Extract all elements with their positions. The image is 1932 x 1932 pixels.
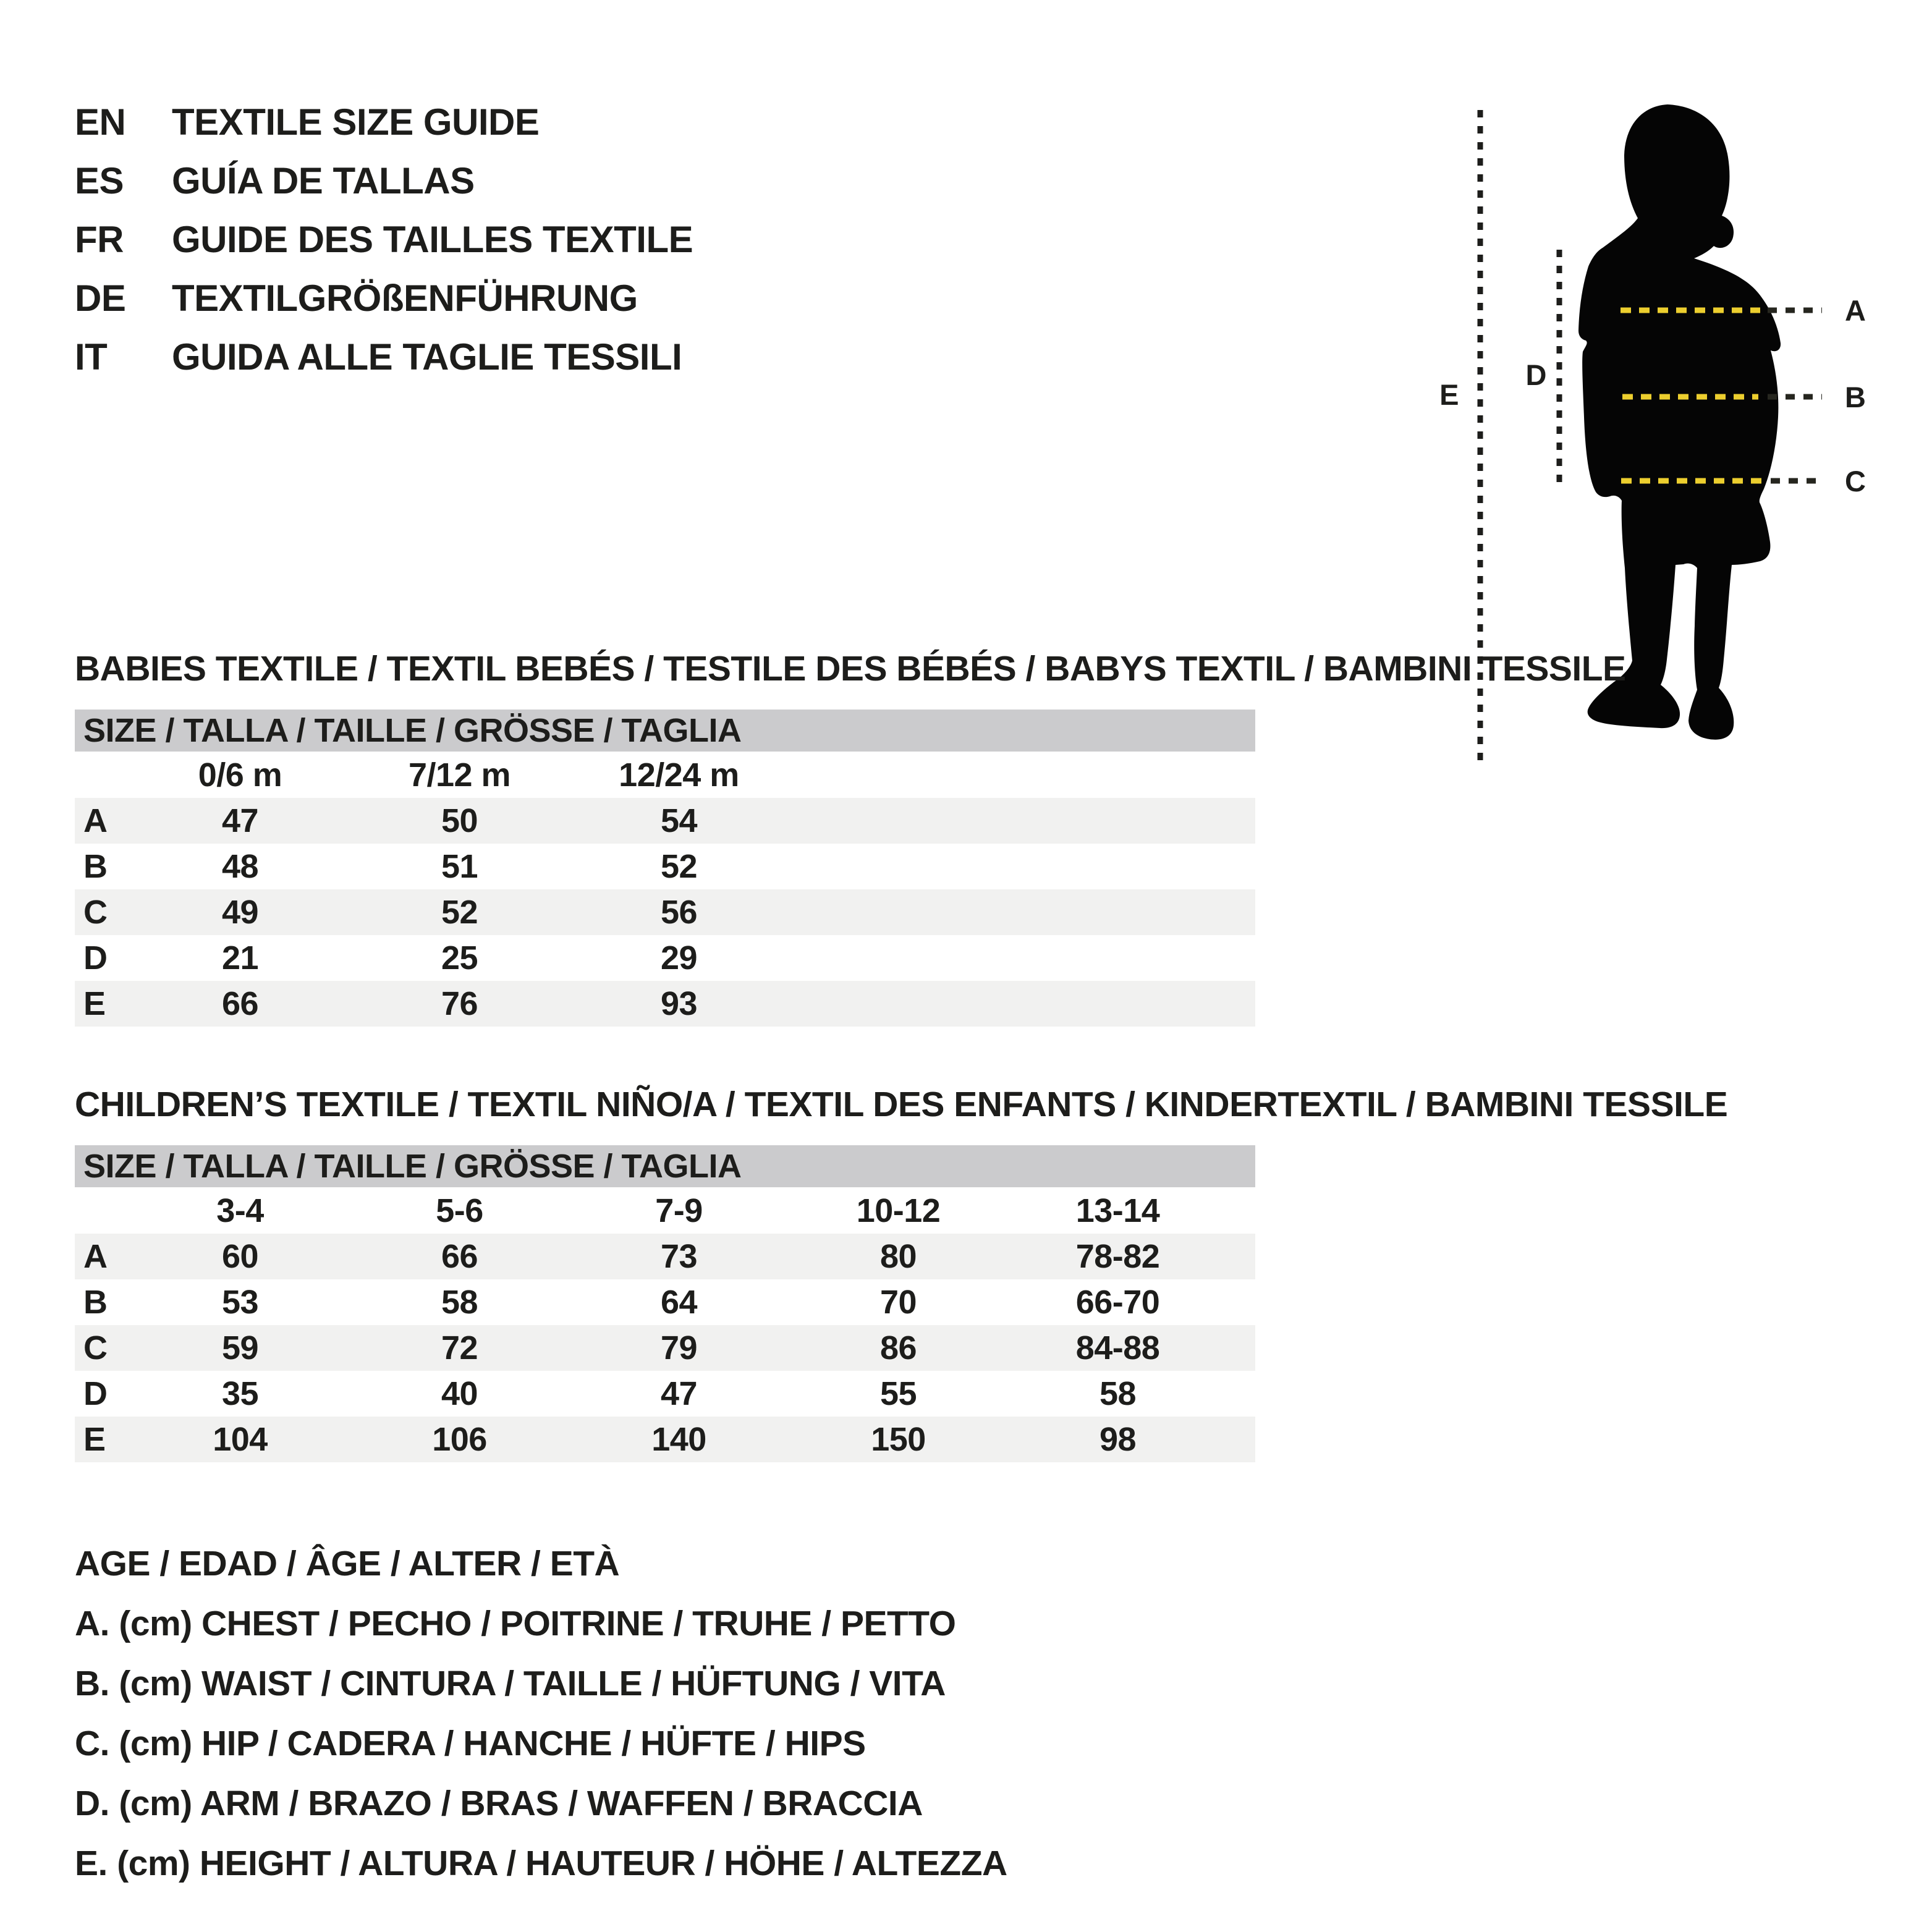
lang-row-es xyxy=(75,151,693,210)
lang-row-fr xyxy=(75,210,693,269)
language-title-list xyxy=(75,93,693,386)
table-row-d xyxy=(75,1371,1255,1417)
babies-heading: BABIES TEXTILE / TEXTIL BEBÉS / TESTILE DES BÉBÉS / BABYS TEXTIL / BAMBINI TESSILE xyxy=(75,649,1626,688)
lang-code-fr: FR xyxy=(75,219,124,260)
cell-value: 53 xyxy=(221,1284,259,1321)
marker-b-label: B xyxy=(1845,381,1866,413)
row-label: B xyxy=(83,1284,108,1321)
children-heading: CHILDREN’S TEXTILE / TEXTIL NIÑO/A / TEXTIL DES ENFANTS / KINDERTEXTIL / BAMBINI TESSILE xyxy=(75,1085,1728,1124)
babies-size-header: SIZE / TALLA / TAILLE / GRÖSSE / TAGLIA xyxy=(75,710,1255,752)
row-label: C xyxy=(83,1329,108,1366)
children-col-3-4: 3-4 xyxy=(216,1192,264,1229)
babies-col-12-24m: 12/24 m xyxy=(619,756,739,794)
legend-chest: A. (cm) CHEST / PECHO / POITRINE / TRUHE / PETTO xyxy=(75,1604,956,1643)
row-label: E xyxy=(83,1421,106,1458)
row-label: D xyxy=(83,1375,108,1412)
marker-e-label: E xyxy=(1439,378,1459,411)
children-col-10-12: 10-12 xyxy=(856,1192,941,1229)
lang-row-de xyxy=(75,269,693,328)
cell-value: 21 xyxy=(221,939,259,977)
cell-value: 64 xyxy=(660,1284,698,1321)
cell-value: 51 xyxy=(441,848,478,885)
cell-value: 104 xyxy=(213,1421,268,1458)
cell-value: 47 xyxy=(660,1375,698,1412)
legend-hip: C. (cm) HIP / CADERA / HANCHE / HÜFTE / HIPS xyxy=(75,1724,866,1763)
row-label: C xyxy=(83,894,108,931)
legend-arm: D. (cm) ARM / BRAZO / BRAS / WAFFEN / BRACCIA xyxy=(75,1784,923,1823)
marker-d-label: D xyxy=(1525,358,1546,391)
measurement-legend xyxy=(75,1534,1007,1894)
table-row-e xyxy=(75,981,1255,1027)
legend-age: AGE / EDAD / ÂGE / ALTER / ETÀ xyxy=(75,1544,620,1583)
cell-value: 150 xyxy=(871,1421,926,1458)
cell-value: 54 xyxy=(660,802,698,839)
cell-value: 86 xyxy=(879,1329,917,1366)
cell-value: 35 xyxy=(221,1375,259,1412)
children-column-header-row xyxy=(75,1187,1255,1234)
babies-column-header-row xyxy=(75,752,1255,798)
cell-value: 72 xyxy=(441,1329,478,1366)
lang-row-en xyxy=(75,93,693,151)
cell-value: 73 xyxy=(660,1238,698,1275)
children-col-7-9: 7-9 xyxy=(655,1192,703,1229)
cell-value: 29 xyxy=(660,939,698,977)
cell-value: 49 xyxy=(221,894,259,931)
cell-value: 40 xyxy=(441,1375,478,1412)
row-label: D xyxy=(83,939,108,977)
cell-value: 98 xyxy=(1099,1421,1137,1458)
cell-value: 78-82 xyxy=(1075,1238,1160,1275)
table-row-c xyxy=(75,889,1255,935)
row-label: E xyxy=(83,985,106,1022)
table-row-e xyxy=(75,1417,1255,1462)
children-col-5-6: 5-6 xyxy=(436,1192,483,1229)
children-size-header: SIZE / TALLA / TAILLE / GRÖSSE / TAGLIA xyxy=(75,1145,1255,1187)
cell-value: 93 xyxy=(660,985,698,1022)
cell-value: 58 xyxy=(441,1284,478,1321)
cell-value: 52 xyxy=(441,894,478,931)
row-label: A xyxy=(83,802,108,839)
cell-value: 66 xyxy=(221,985,259,1022)
row-label: A xyxy=(83,1238,108,1275)
cell-value: 79 xyxy=(660,1329,698,1366)
lang-code-es: ES xyxy=(75,160,124,201)
lang-title-it: GUIDA ALLE TAGLIE TESSILI xyxy=(172,336,682,378)
babies-col-0-6m: 0/6 m xyxy=(198,756,282,794)
table-row-d xyxy=(75,935,1255,981)
table-row-a xyxy=(75,798,1255,844)
child-silhouette xyxy=(1578,104,1781,740)
children-col-13-14: 13-14 xyxy=(1075,1192,1160,1229)
table-row-a xyxy=(75,1234,1255,1279)
cell-value: 48 xyxy=(221,848,259,885)
cell-value: 66 xyxy=(441,1238,478,1275)
babies-table xyxy=(75,710,1255,1027)
children-section xyxy=(75,1085,1728,1462)
cell-value: 66-70 xyxy=(1075,1284,1160,1321)
row-label: B xyxy=(83,848,108,885)
table-row-b xyxy=(75,844,1255,889)
lang-title-fr: GUIDE DES TAILLES TEXTILE xyxy=(172,219,693,260)
babies-section xyxy=(75,649,1626,1027)
cell-value: 50 xyxy=(441,802,478,839)
table-row-b xyxy=(75,1279,1255,1325)
lang-title-en: TEXTILE SIZE GUIDE xyxy=(172,101,540,143)
cell-value: 60 xyxy=(221,1238,259,1275)
cell-value: 55 xyxy=(879,1375,917,1412)
table-row-c xyxy=(75,1325,1255,1371)
legend-height: E. (cm) HEIGHT / ALTURA / HAUTEUR / HÖHE / ALTEZZA xyxy=(75,1844,1007,1883)
cell-value: 84-88 xyxy=(1075,1329,1160,1366)
babies-col-7-12m: 7/12 m xyxy=(408,756,511,794)
lang-title-de: TEXTILGRÖßENFÜHRUNG xyxy=(172,278,638,319)
marker-a-label: A xyxy=(1845,294,1866,327)
cell-value: 59 xyxy=(221,1329,259,1366)
lang-row-it xyxy=(75,328,693,386)
cell-value: 25 xyxy=(441,939,478,977)
legend-waist: B. (cm) WAIST / CINTURA / TAILLE / HÜFTUNG / VITA xyxy=(75,1664,946,1703)
cell-value: 140 xyxy=(651,1421,706,1458)
cell-value: 58 xyxy=(1099,1375,1137,1412)
cell-value: 56 xyxy=(660,894,698,931)
lang-code-en: EN xyxy=(75,101,126,143)
cell-value: 80 xyxy=(879,1238,917,1275)
cell-value: 52 xyxy=(660,848,698,885)
lang-code-it: IT xyxy=(75,336,108,378)
cell-value: 106 xyxy=(432,1421,487,1458)
cell-value: 70 xyxy=(879,1284,917,1321)
cell-value: 47 xyxy=(221,802,259,839)
lang-title-es: GUÍA DE TALLAS xyxy=(172,160,475,201)
cell-value: 76 xyxy=(441,985,478,1022)
lang-code-de: DE xyxy=(75,278,126,319)
marker-c-label: C xyxy=(1845,465,1866,498)
children-table xyxy=(75,1145,1255,1462)
